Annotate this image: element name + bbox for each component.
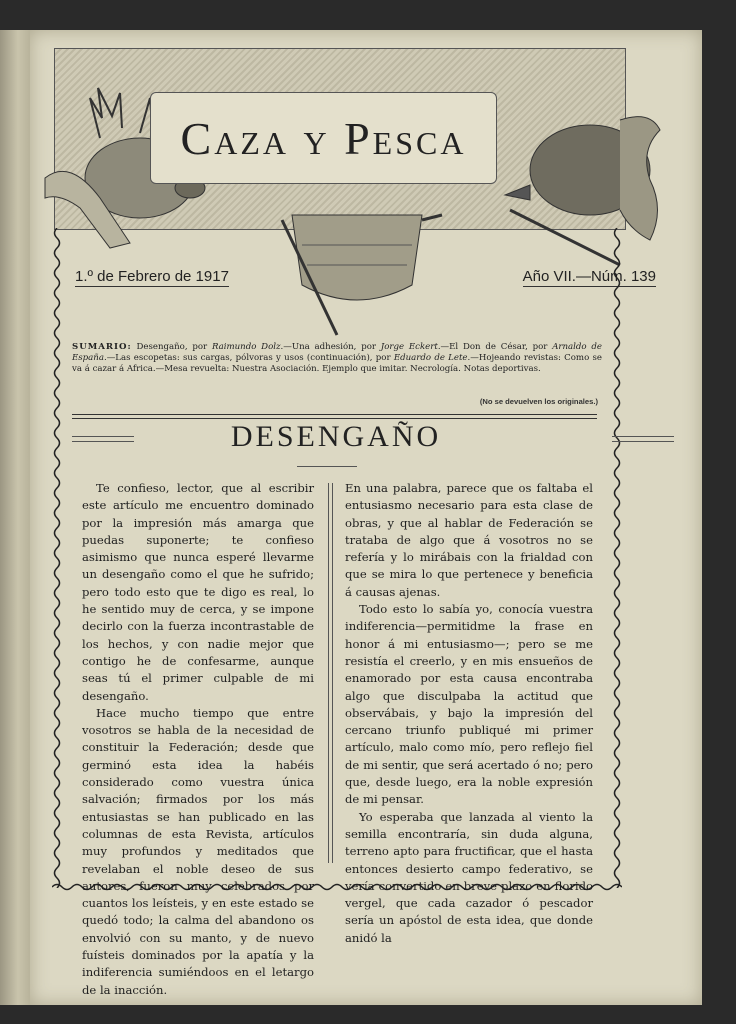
article-title: DESENGAÑO [230, 420, 442, 453]
paragraph: Hace mucho tiempo que entre vosotros se habla de la necesidad de constituir la Federación; desde que germinó esta idea la habéis considerado como vuestra única salvación; firmados por los más entusiastas se han publicado en las columnas de esta Revista, artículos muy profundos y meditados que revelaban el noble deseo de sus autores, fueron muy celebrados por cuantos los leísteis, y en este estado se quedó todo; la calma del abandono os envolvió con su manto, y de nuevo fuísteis dominados por la apatía y la indiferencia sumiéndoos en el letargo de la inacción. [82, 705, 314, 997]
sumario-text: .—El Don de César, por [437, 342, 553, 352]
sumario-text: .—Hojeando revistas: Como se va á cazar á Africa.—Mesa revuelta: Nuestra Asociación. Ejemplo que imitar. Necrología. Notas deportivas. [72, 353, 603, 374]
section-divider [72, 414, 597, 419]
paragraph: En una palabra, parece que os faltaba el entusiasmo necesario para esta clase de obras, y que al hablar de Federación se trataba de algo que á vosotros no se refería y lo mirábais con la frialdad con que se mira lo que pertenece y beneficia á causas ajenas. [345, 481, 593, 599]
sumario-author: Eduardo de Lete [393, 353, 468, 363]
sumario-label: SUMARIO: [72, 342, 132, 352]
column-divider [328, 483, 333, 863]
paragraph: Yo esperaba que lanzada al viento la semilla encontraría, sin duda alguna, terreno apto para fructificar, que el hasta entonces desierto campo federativo, se vería convertido en breve plazo en florido vergel, que cada cazador ó pescador sería un apóstol de esta idea, que donde anidó la [345, 809, 593, 945]
article-column-left [82, 480, 314, 999]
sumario-text: Desengaño, por [136, 342, 212, 352]
paragraph: Todo esto lo sabía yo, conocía vuestra indiferencia—permitidme la frase en honor á mi entusiasmo—; pero se me resistía el creerlo, y en mis ensueños de enamorado por esta causa encontraba algo que disculpaba la actitud que observábais, y bajo la impresión del cercano triunfo publiqué mi primer artículo, malo como mío, pero reflejo fiel de mi sentir, que será acertado ó no; pero que, desde luego, era la noble expresión de mi pensar. [345, 602, 593, 807]
frame-border-right [612, 228, 622, 888]
sumario-text: .—Las escopetas: sus cargas, pólvoras y usos (continuación), por [103, 353, 394, 363]
table-of-contents [72, 342, 602, 375]
sumario-author: Arnaldo de España [72, 342, 602, 363]
magazine-title: Caza y Pesca [180, 112, 467, 164]
game-bag-illustration [262, 205, 452, 345]
sumario-author: Jorge Eckert [380, 342, 438, 352]
issue-date: 1.º de Febrero de 1917 [75, 268, 229, 285]
boar-head-illustration [500, 90, 670, 270]
article-column-right [345, 480, 593, 947]
masthead-title-plate [150, 92, 497, 184]
book-spine [0, 30, 30, 1005]
title-underline [297, 466, 357, 467]
paragraph: Te confieso, lector, que al escribir este artículo me encuentro dominado por la impresión más amarga que puedas suponerte; te confieso asimismo que nunca esperé llevarme un desengaño como el que he sufrido; pero todo esto que te digo es real, lo he sentido muy de cerca, y se impone decirlo con la fuerza incontrastable de los hechos, y con nadie mejor que contigo he de confesarme, aunque seas tú el primer culpable de mi desengaño. [82, 481, 314, 703]
sumario-text: .—Una adhesión, por [280, 342, 381, 352]
frame-border-left [52, 228, 62, 888]
sumario-author: Raimundo Dolz [211, 342, 281, 352]
originals-notice: (No se devuelven los originales.) [479, 397, 598, 406]
issue-number: Año VII.—Núm. 139 [522, 268, 656, 285]
